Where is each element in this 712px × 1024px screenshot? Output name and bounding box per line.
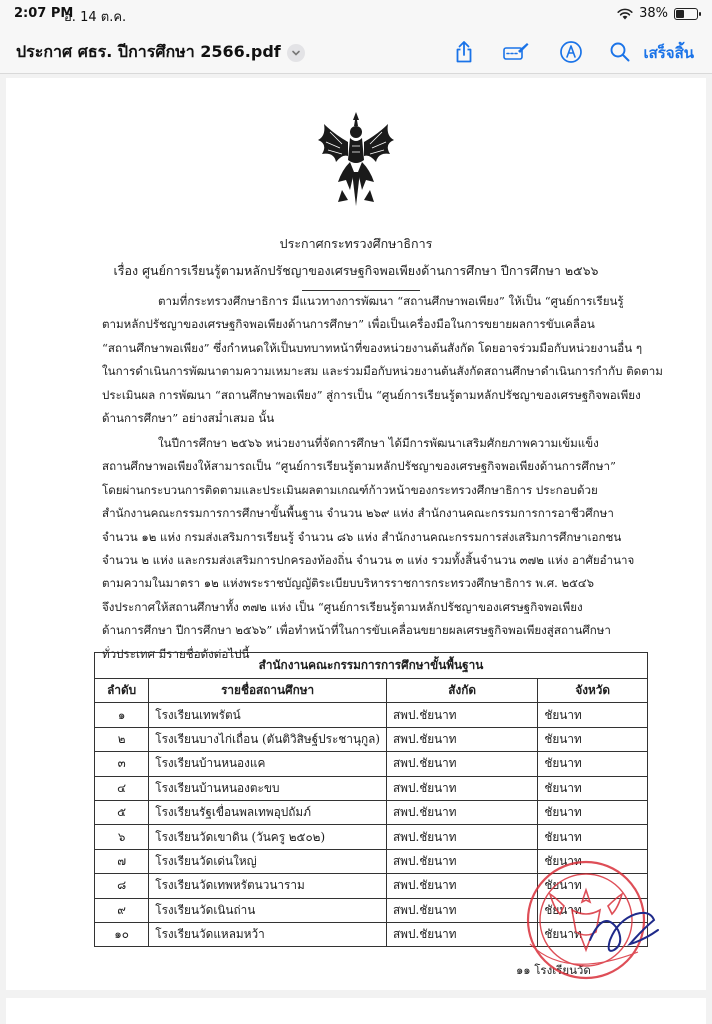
- row-province: ชัยนาท: [538, 874, 648, 898]
- row-school-name: โรงเรียนบ้านหนองแค: [149, 752, 387, 776]
- share-icon[interactable]: [450, 38, 478, 66]
- battery-fill: [676, 10, 684, 18]
- paragraph-2-line: ตามความในมาตรา ๑๒ แห่งพระราชบัญญัติระเบียบบริหารราชการกระทรวงศึกษาธิการ พ.ศ. ๒๕๔๖: [102, 576, 595, 591]
- paragraph-2-line: ทั่วประเทศ มีรายชื่อดังต่อไปนี้: [102, 646, 250, 661]
- row-index: ๗: [95, 849, 149, 873]
- table-row: [95, 800, 648, 824]
- paragraph-2-line: สถานศึกษาพอเพียงให้สามารถเป็น “ศูนย์การเรียนรู้ตามหลักปรัชญาของเศรษฐกิจพอเพียงด้านการศึกษา”: [102, 459, 616, 474]
- row-affiliation: สพป.ชัยนาท: [386, 825, 537, 849]
- table-row: [95, 776, 648, 800]
- chevron-down-icon[interactable]: [287, 44, 305, 62]
- paragraph-2: [102, 432, 662, 666]
- status-time: 2:07 PM: [14, 6, 74, 21]
- pdf-next-page[interactable]: [6, 998, 706, 1024]
- row-affiliation: สพป.ชัยนาท: [386, 849, 537, 873]
- toolbar: [0, 30, 712, 74]
- row-school-name: โรงเรียนรัฐเขื่อนพลเทพอุปถัมภ์: [149, 800, 387, 824]
- row-school-name: โรงเรียนวัดเขาดิน (วันครู ๒๕๐๒): [149, 825, 387, 849]
- row-school-name: โรงเรียนวัดเด่นใหญ่: [149, 849, 387, 873]
- table-header-affiliation: สังกัด: [386, 679, 537, 703]
- paragraph-2-line: ด้านการศึกษา ปีการศึกษา ๒๕๖๖” เพื่อทำหน้าที่ในการขับเคลื่อนขยายผลเศรษฐกิจพอเพียงสู่สถานศึกษา: [102, 623, 611, 638]
- row-index: ๑๐: [95, 922, 149, 946]
- paragraph-2-line: จำนวน ๑๒ แห่ง กรมส่งเสริมการเรียนรู้ จำนวน ๘๖ แห่ง สำนักงานคณะกรรมการส่งเสริมการศึกษาเอกชน: [102, 529, 622, 544]
- row-index: ๑: [95, 703, 149, 727]
- table-row: [95, 727, 648, 751]
- document-heading: ประกาศกระทรวงศึกษาธิการ: [279, 236, 433, 251]
- table-caption: สำนักงานคณะกรรมการการศึกษาขั้นพื้นฐาน: [95, 653, 648, 679]
- row-index: ๘: [95, 874, 149, 898]
- paragraph-2-line: สำนักงานคณะกรรมการการศึกษาขั้นพื้นฐาน จำนวน ๒๖๙ แห่ง สำนักงานคณะกรรมการการอาชีวศึกษา: [102, 506, 614, 521]
- status-date: อ. 14 ต.ค.: [64, 10, 127, 25]
- pen-circle-icon[interactable]: [557, 38, 585, 66]
- row-index: ๓: [95, 752, 149, 776]
- paragraph-2-line: โดยผ่านกระบวนการติดตามและประเมินผลตามเกณฑ์ก้าวหน้าของกระทรวงศึกษาธิการ ประกอบด้วย: [102, 482, 598, 497]
- row-province: ชัยนาท: [538, 849, 648, 873]
- row-affiliation: สพป.ชัยนาท: [386, 776, 537, 800]
- row-affiliation: สพป.ชัยนาท: [386, 703, 537, 727]
- row-province: ชัยนาท: [538, 800, 648, 824]
- table-header-province: จังหวัด: [538, 679, 648, 703]
- table-row: [95, 825, 648, 849]
- paragraph-2-line: จำนวน ๒ แห่ง และกรมส่งเสริมการปกครองท้องถิ่น จำนวน ๓ แห่ง รวมทั้งสิ้นจำนวน ๓๗๒ แห่ง อาศัยอำนาจ: [102, 553, 635, 568]
- status-bar: [0, 0, 712, 30]
- table-row: [95, 752, 648, 776]
- paragraph-2-line: จึงประกาศให้สถานศึกษาทั้ง ๓๗๒ แห่ง เป็น “ศูนย์การเรียนรู้ตามหลักปรัชญาของเศรษฐกิจพอเพียง: [102, 599, 583, 614]
- done-button[interactable]: เสร็จสิ้น: [643, 44, 694, 62]
- paragraph-1-line: “สถานศึกษาพอเพียง” ซึ่งกำหนดให้เป็นบทบาทหน้าที่ของหน่วยงานต้นสังกัด โดยอาจร่วมมือกับหน่วยงานอื่น ๆ: [102, 340, 643, 355]
- battery-percent: 38%: [639, 6, 668, 21]
- table-row: [95, 703, 648, 727]
- document-subject: เรื่อง ศูนย์การเรียนรู้ตามหลักปรัชญาของเศรษฐกิจพอเพียงด้านการศึกษา ปีการศึกษา ๒๕๖๖: [113, 263, 599, 278]
- signature-mark: [584, 900, 664, 960]
- row-province: ชัยนาท: [538, 727, 648, 751]
- row-index: ๙: [95, 898, 149, 922]
- search-icon[interactable]: [606, 38, 634, 66]
- garuda-emblem-icon: [312, 110, 400, 210]
- document-title-button[interactable]: [16, 40, 305, 65]
- row-province: ชัยนาท: [538, 898, 648, 922]
- row-school-name: โรงเรียนเทพรัตน์: [149, 703, 387, 727]
- row-province: ชัยนาท: [538, 752, 648, 776]
- paragraph-1-line: ในการดำเนินการพัฒนาตามความเหมาะสม และร่วมมือกับหน่วยงานต้นสังกัดสถานศึกษาดำเนินการกำกับ ติดตาม: [102, 364, 663, 379]
- paragraph-1-line: ตามหลักปรัชญาของเศรษฐกิจพอเพียงด้านการศึกษา” เพื่อเป็นเครื่องมือในการขยายผลการขับเคลื่อน: [102, 317, 595, 332]
- pdf-page[interactable]: [6, 78, 706, 990]
- row-index: ๒: [95, 727, 149, 751]
- row-province: ชัยนาท: [538, 776, 648, 800]
- table-header-index: ลำดับ: [95, 679, 149, 703]
- row-index: ๖: [95, 825, 149, 849]
- row-index: ๕: [95, 800, 149, 824]
- table-header-school: รายชื่อสถานศึกษา: [149, 679, 387, 703]
- paragraph-2-line: ในปีการศึกษา ๒๕๖๖ หน่วยงานที่จัดการศึกษา ได้มีการพัฒนาเสริมศักยภาพความเข้มแข็ง: [158, 436, 599, 450]
- status-right: [617, 6, 698, 21]
- row-province: ชัยนาท: [538, 703, 648, 727]
- row-province: ชัยนาท: [538, 922, 648, 946]
- paragraph-1-line: ประเมินผล การพัฒนา “สถานศึกษาพอเพียง” สู่การเป็น “ศูนย์การเรียนรู้ตามหลักปรัชญาของเศรษฐกิจพอเพียง: [102, 387, 641, 402]
- paragraph-1-line: ด้านการศึกษา” อย่างสม่ำเสมอ นั้น: [102, 411, 275, 426]
- row-affiliation: สพป.ชัยนาท: [386, 752, 537, 776]
- battery-icon: [674, 8, 698, 20]
- row-affiliation: สพป.ชัยนาท: [386, 898, 537, 922]
- markup-icon[interactable]: [502, 38, 530, 66]
- row-affiliation: สพป.ชัยนาท: [386, 874, 537, 898]
- document-title: ประกาศ ศธร. ปีการศึกษา 2566.pdf: [16, 42, 281, 61]
- wifi-icon: [617, 8, 633, 20]
- paragraph-1-line: ตามที่กระทรวงศึกษาธิการ มีแนวทางการพัฒนา “สถานศึกษาพอเพียง” ให้เป็น “ศูนย์การเรียนรู้: [158, 294, 624, 308]
- row-affiliation: สพป.ชัยนาท: [386, 800, 537, 824]
- row-school-name: โรงเรียนวัดเนินถ่าน: [149, 898, 387, 922]
- row-school-name: โรงเรียนวัดแหลมหว้า: [149, 922, 387, 946]
- row-school-name: โรงเรียนบ้านหนองตะขบ: [149, 776, 387, 800]
- row-province: ชัยนาท: [538, 825, 648, 849]
- partial-row-text: ๑๑ โรงเรียนวัด: [516, 963, 591, 977]
- paragraph-1: [102, 290, 662, 430]
- row-affiliation: สพป.ชัยนาท: [386, 922, 537, 946]
- row-affiliation: สพป.ชัยนาท: [386, 727, 537, 751]
- row-school-name: โรงเรียนบางไก่เถื่อน (ตันติวิสิษฐ์ประชานุกูล): [149, 727, 387, 751]
- row-school-name: โรงเรียนวัดเทพหรัตนวนาราม: [149, 874, 387, 898]
- row-index: ๔: [95, 776, 149, 800]
